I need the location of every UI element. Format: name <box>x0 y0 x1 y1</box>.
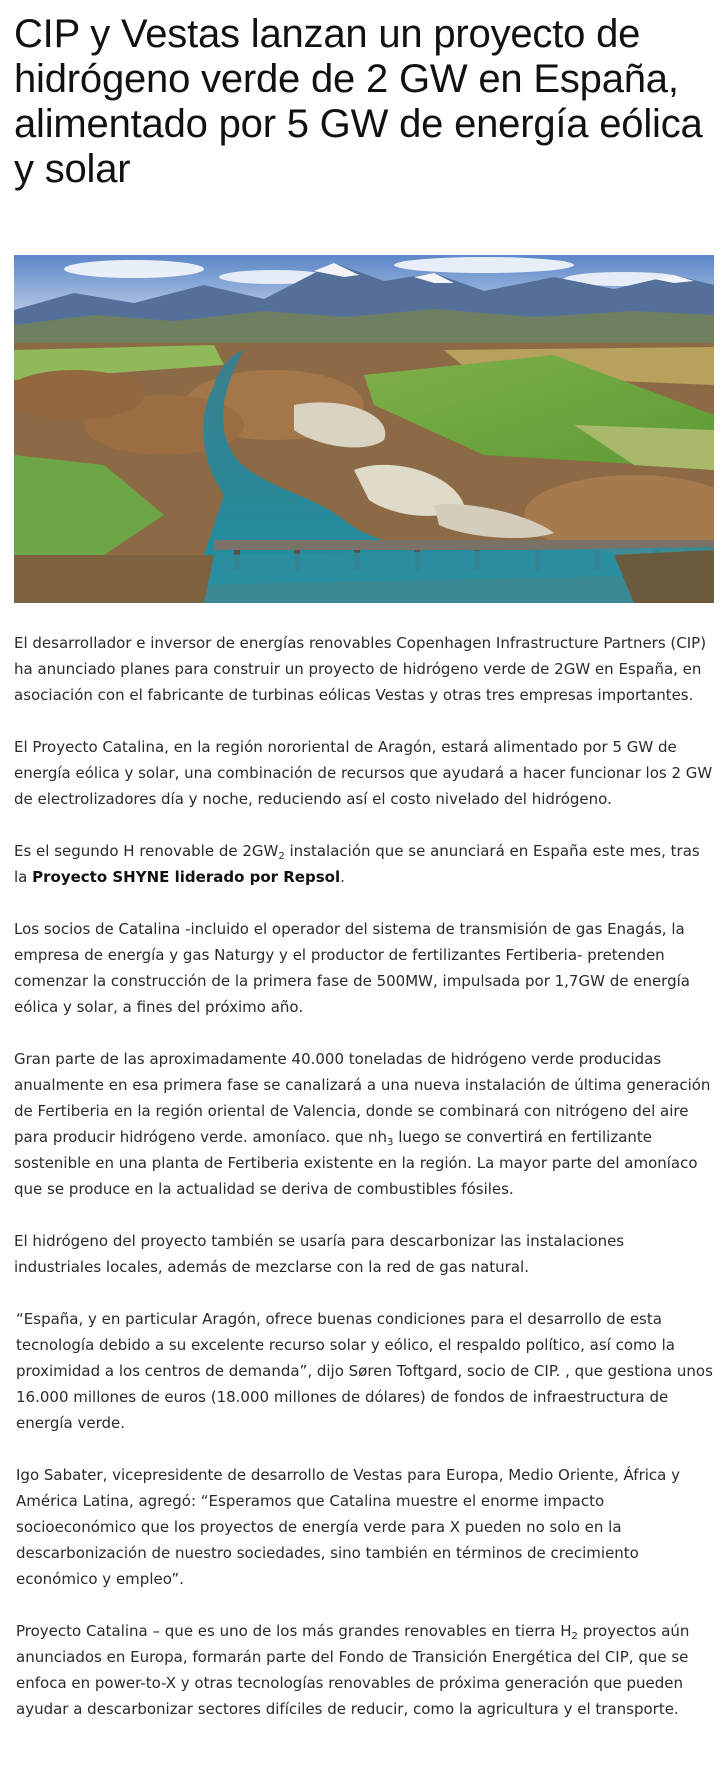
article-page <box>14 0 714 1718</box>
article-title: CIP y Vestas lanzan un proyecto de hidrógeno verde de 2 GW en España, alimentado por 5 GW de energía eólica y solar <box>14 12 703 191</box>
repsol-project-link[interactable]: Proyecto SHYNE liderado por Repsol <box>32 868 341 886</box>
paragraph: “España, y en particular Aragón, ofrece buenas condiciones para el desarrollo de esta tecnología debido a su excelente recurso solar y eólico, el respaldo político, así como la proximidad a los centros de demanda”, dijo Søren Toftgard, socio de CIP. , que gestiona unos 16.000 millones de euros (18.000 millones de dólares) de fondos de infraestructura de energía verde. <box>16 1310 713 1432</box>
paragraph: Gran parte de las aproximadamente 40.000 toneladas de hidrógeno verde producidas anualmente en esa primera fase se canalizará a una nueva instalación de última generación de Fertiberia en la región oriental de Valencia, donde se combinará con nitrógeno del aire para producir hidrógeno verde. amoníaco. que $nh_3$ luego se convertirá en fertilizante sostenible en una planta de Fertiberia existente en la región. La mayor parte del amoníaco que se produce en la actualidad se deriva de combustibles fósiles. <box>14 1050 711 1198</box>
landscape-photo-illustration <box>14 255 714 603</box>
hero-image <box>14 255 714 603</box>
paragraph: Igo Sabater, vicepresidente de desarrollo de Vestas para Europa, Medio Oriente, África y América Latina, agregó: “Esperamos que Catalina muestre el enorme impacto socioeconómico que los proyectos de energía verde para X pueden no solo en la descarbonización de nuestro sociedades, sino también en términos de crecimiento económico y empleo”. <box>16 1466 680 1588</box>
article-body <box>14 630 714 1748</box>
paragraph: El hidrógeno del proyecto también se usaría para descarbonizar las instalaciones industriales locales, además de mezclarse con la red de gas natural. <box>14 1232 625 1276</box>
paragraph: El desarrollador e inversor de energías renovables Copenhagen Infrastructure Partners (CIP) ha anunciado planes para construir un proyecto de hidrógeno verde de 2GW en España, en asociación con el fabricante de turbinas eólicas Vestas y otras tres empresas importantes. <box>14 634 707 704</box>
paragraph: Proyecto Catalina – que es uno de los más grandes renovables en tierra $H_2$ proyectos aún anunciados en Europa, formarán parte del Fondo de Transición Energética del CIP, que se enfoca en power-to-X y otras tecnologías renovables de próxima generación que pueden ayudar a descarbonizar sectores difíciles de reducir, como la agricultura y el transporte. <box>16 1622 690 1718</box>
paragraph: Es el segundo H renovable de $2GW_2$ instalación que se anunciará en España este mes, tras la Proyecto SHYNE liderado por Repsol. <box>14 842 700 886</box>
paragraph: Los socios de Catalina -incluido el operador del sistema de transmisión de gas Enagás, la empresa de energía y gas Naturgy y el productor de fertilizantes Fertiberia- pretenden comenzar la construcción de la primera fase de 500MW, impulsada por 1,7GW de energía eólica y solar, a fines del próximo año. <box>14 920 690 1016</box>
paragraph: El Proyecto Catalina, en la región nororiental de Aragón, estará alimentado por 5 GW de energía eólica y solar, una combinación de recursos que ayudará a hacer funcionar los 2 GW de electrolizadores día y noche, reduciendo así el costo nivelado del hidrógeno. <box>14 738 713 808</box>
